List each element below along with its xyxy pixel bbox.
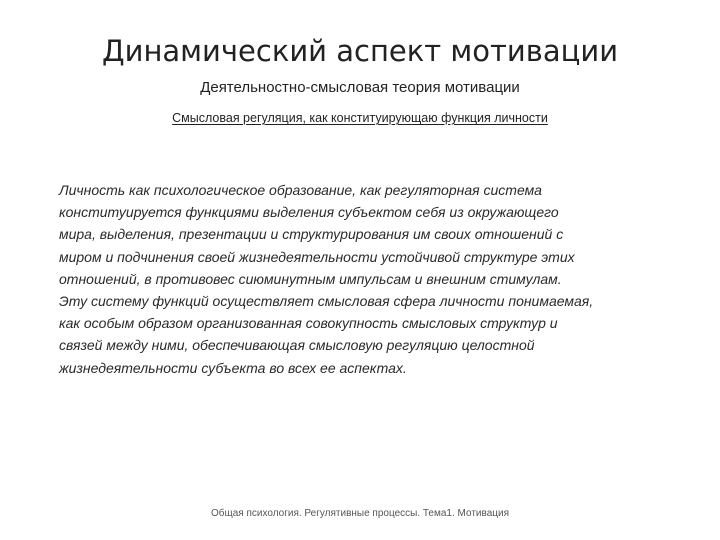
slide-title: Динамический аспект мотивации	[101, 34, 619, 68]
slide-footer: Общая психология. Регулятивные процессы. Тема1. Мотивация	[211, 508, 509, 519]
body-line: как особым образом организованная совокупность смысловых структур и	[59, 315, 558, 332]
body-line: Личность как психологическое образование, как регуляторная система	[59, 182, 542, 198]
body-line: отношений, в противовес сиюминутным импульсам и внешним стимулам.	[59, 270, 562, 287]
body-line: Эту систему функций осуществляет смысловая сфера личности понимаемая,	[59, 293, 594, 310]
body-paragraph	[59, 179, 659, 379]
body-line: связей между ними, обеспечивающая смысловую регуляцию целостной	[59, 337, 535, 354]
body-line: конституируется функциями выделения субъектом себя из окружающего	[59, 204, 559, 221]
body-line: миром и подчинения своей жизнедеятельности устойчивой структуре этих	[59, 248, 575, 265]
body-line: жизнедеятельности субъекта во всех ее аспектах.	[59, 359, 407, 376]
body-line: мира, выделения, презентации и структурирования им своих отношений с	[59, 226, 564, 243]
section-heading: Смысловая регуляция, как конституирующаю функция личности	[172, 111, 548, 125]
slide-subtitle: Деятельностно-смысловая теория мотивации	[200, 79, 520, 96]
